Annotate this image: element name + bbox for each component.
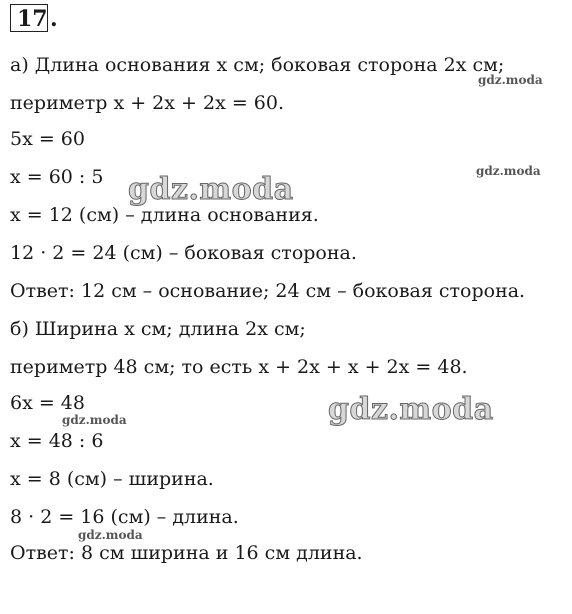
solution-line-13: 8 · 2 = 16 (см) – длина. xyxy=(10,506,239,528)
watermark-small-4: gdz.moda xyxy=(78,528,143,542)
solution-line-12: x = 8 (см) – ширина. xyxy=(10,468,214,490)
task-number-dot: . xyxy=(50,6,58,32)
solution-line-7: Ответ: 12 см – основание; 24 см – боковая сторона. xyxy=(10,280,526,302)
solution-line-10: 6x = 48 xyxy=(10,392,85,414)
solution-line-3: 5x = 60 xyxy=(10,128,85,150)
task-number: 17 xyxy=(17,6,48,32)
watermark-small-1: gdz.moda xyxy=(478,73,543,87)
watermark-small-3: gdz.moda xyxy=(62,413,127,427)
solution-line-2: периметр x + 2x + 2x = 60. xyxy=(10,92,285,114)
solution-line-5: x = 12 (см) – длина основания. xyxy=(10,204,319,226)
solution-line-11: x = 48 : 6 xyxy=(10,430,104,452)
solution-line-6: 12 · 2 = 24 (см) – боковая сторона. xyxy=(10,242,357,264)
solution-line-4: x = 60 : 5 xyxy=(10,166,104,188)
solution-line-14: Ответ: 8 см ширина и 16 см длина. xyxy=(10,542,363,564)
watermark-big-2: gdz.moda xyxy=(328,392,494,427)
solution-line-9: периметр 48 см; то есть x + 2x + x + 2x = 48. xyxy=(10,356,468,378)
watermark-big-1: gdz.moda xyxy=(128,172,294,207)
solution-line-8: б) Ширина x см; длина 2x см; xyxy=(10,318,306,340)
task-number-box xyxy=(10,4,48,32)
solution-line-1: а) Длина основания x см; боковая сторона 2x см; xyxy=(10,54,505,76)
watermark-small-2: gdz.moda xyxy=(476,164,541,178)
